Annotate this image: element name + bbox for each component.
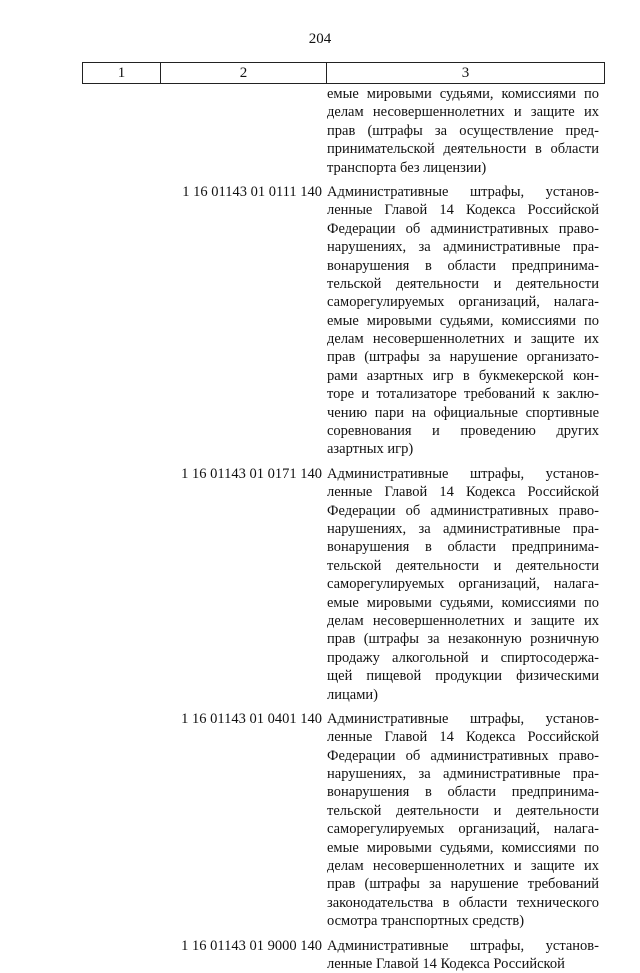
description-line: саморегулируемых организаций, налага- bbox=[327, 821, 599, 838]
description-line: прав (штрафы за нарушение организато- bbox=[327, 349, 599, 366]
entry-description bbox=[327, 183, 599, 459]
budget-code: 1 16 01143 01 0401 140 bbox=[181, 710, 322, 727]
description-line: тельской деятельности и деятельности bbox=[327, 275, 599, 292]
column-header-3: 3 bbox=[327, 63, 605, 84]
description-line: соревнования и проведению других bbox=[327, 423, 599, 440]
description-line: транспорта без лицензии) bbox=[327, 159, 487, 176]
budget-code: 1 16 01143 01 9000 140 bbox=[181, 937, 322, 954]
description-line: ленные Главой 14 Кодекса Российской bbox=[327, 202, 599, 219]
description-line: саморегулируемых организаций, налага- bbox=[327, 576, 599, 593]
description-line: прав (штрафы за незаконную розничную bbox=[327, 631, 599, 648]
description-line: Административные штрафы, установ- bbox=[327, 183, 599, 200]
description-line: торе и тотализаторе требований к заклю- bbox=[327, 386, 599, 403]
description-line: щей пищевой продукции физическими bbox=[327, 668, 599, 685]
budget-code: 1 16 01143 01 0111 140 bbox=[182, 183, 322, 200]
description-line: продажу алкогольной и спиртосодержа- bbox=[327, 649, 599, 666]
description-line: ленные Главой 14 Кодекса Российской bbox=[327, 729, 599, 746]
entry-description bbox=[327, 465, 599, 704]
description-line: Федерации об административных право- bbox=[327, 747, 599, 764]
description-line: делам несовершеннолетних и защите их bbox=[327, 858, 599, 875]
description-line: емые мировыми судьями, комиссиями по bbox=[327, 312, 599, 329]
description-line: прав (штрафы за осуществление пред- bbox=[327, 122, 599, 139]
page-number: 204 bbox=[308, 31, 332, 47]
description-line: принимательской деятельности в области bbox=[327, 141, 599, 158]
description-line: нарушениях, за административные пра- bbox=[327, 520, 599, 537]
description-line: прав (штрафы за нарушение требований bbox=[327, 876, 599, 893]
description-line: азартных игр) bbox=[327, 441, 414, 458]
description-line: емые мировыми судьями, комиссиями по bbox=[327, 86, 599, 102]
column-header-row bbox=[82, 62, 605, 84]
entry-description bbox=[327, 937, 599, 973]
description-line: лицами) bbox=[327, 686, 378, 703]
description-line: вонарушения в области предпринима- bbox=[327, 784, 599, 801]
column-header-2: 2 bbox=[161, 63, 327, 84]
table-row bbox=[82, 937, 601, 973]
description-line: Административные штрафы, установ- bbox=[327, 937, 599, 954]
description-line: тельской деятельности и деятельности bbox=[327, 802, 599, 819]
description-line: Федерации об административных право- bbox=[327, 220, 599, 237]
description-line: ленные Главой 14 Кодекса Российской bbox=[327, 955, 565, 972]
table-body bbox=[82, 85, 601, 973]
budget-code: 1 16 01143 01 0171 140 bbox=[181, 465, 322, 482]
table-row bbox=[82, 710, 601, 931]
table-row bbox=[82, 85, 601, 177]
description-line: Административные штрафы, установ- bbox=[327, 710, 599, 727]
description-line: нарушениях, за административные пра- bbox=[327, 766, 599, 783]
description-line: осмотра транспортных средств) bbox=[327, 913, 525, 930]
description-line: нарушениях, за административные пра- bbox=[327, 239, 599, 256]
description-line: емые мировыми судьями, комиссиями по bbox=[327, 839, 599, 856]
description-line: чению пари на официальные спортивные bbox=[327, 404, 599, 421]
description-line: делам несовершеннолетних и защите их bbox=[327, 331, 599, 348]
table-row bbox=[82, 183, 601, 459]
table-row bbox=[82, 465, 601, 704]
description-line: емые мировыми судьями, комиссиями по bbox=[327, 594, 599, 611]
column-header-1: 1 bbox=[83, 63, 161, 84]
description-line: вонарушения в области предпринима- bbox=[327, 539, 599, 556]
entry-description bbox=[327, 710, 599, 931]
description-line: делам несовершеннолетних и защите их bbox=[327, 612, 599, 629]
description-line: ленные Главой 14 Кодекса Российской bbox=[327, 484, 599, 501]
description-line: Федерации об административных право- bbox=[327, 502, 599, 519]
description-line: саморегулируемых организаций, налага- bbox=[327, 294, 599, 311]
description-line: законодательства в области технического bbox=[327, 894, 599, 911]
description-line: рами азартных игр в букмекерской кон- bbox=[327, 367, 599, 384]
description-line: вонарушения в области предпринима- bbox=[327, 257, 599, 274]
entry-description bbox=[327, 85, 599, 177]
description-line: Административные штрафы, установ- bbox=[327, 465, 599, 482]
description-line: делам несовершеннолетних и защите их bbox=[327, 104, 599, 121]
description-line: тельской деятельности и деятельности bbox=[327, 557, 599, 574]
